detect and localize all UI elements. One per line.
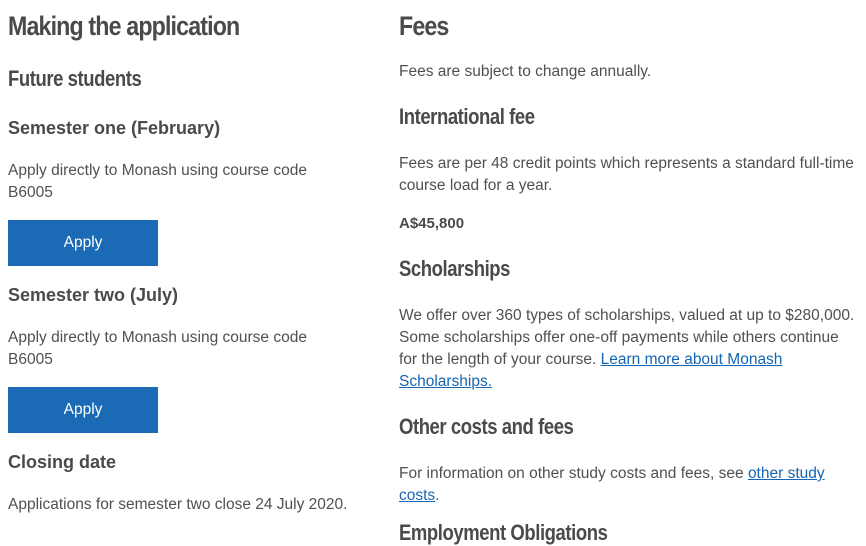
apply-semester-two-button[interactable]: Apply [8, 387, 158, 433]
closing-date-text: Applications for semester two close 24 July 2020. [8, 496, 348, 513]
scholarships-heading: Scholarships [399, 256, 511, 281]
closing-date-heading: Closing date [8, 452, 117, 472]
apply-semester-one-button[interactable]: Apply [8, 220, 158, 266]
scholarships-text [399, 305, 859, 393]
scholarships-body: We offer over 360 types of scholarships, valued at up to $280,000. Some scholarships offer one-off payments while others continue for the length of your course. [399, 307, 855, 368]
fees-title: Fees [399, 11, 449, 41]
international-fee-text: Fees are per 48 credit points which represents a standard full-time course load for a year. [399, 155, 854, 194]
other-study-costs-link[interactable]: other study costs [399, 465, 825, 504]
other-costs-body: For information on other study costs and fees, see [399, 465, 748, 482]
future-students-heading: Future students [8, 66, 142, 91]
employment-obligations-heading: Employment Obligations [399, 520, 608, 545]
semester-one-text: Apply directly to Monash using course code B6005 [8, 162, 307, 201]
international-fee-heading: International fee [399, 104, 535, 129]
other-costs-heading: Other costs and fees [399, 414, 574, 439]
semester-two-text: Apply directly to Monash using course code B6005 [8, 329, 307, 368]
international-fee-amount: A$45,800 [399, 215, 465, 232]
semester-one-heading: Semester one (February) [8, 118, 221, 138]
other-costs-trailing: . [435, 487, 440, 504]
monash-scholarships-link[interactable]: Learn more about Monash Scholarships. [399, 351, 783, 390]
fees-intro: Fees are subject to change annually. [399, 63, 652, 80]
application-title: Making the application [8, 11, 240, 41]
semester-two-heading: Semester two (July) [8, 285, 179, 305]
other-costs-text [399, 463, 854, 507]
